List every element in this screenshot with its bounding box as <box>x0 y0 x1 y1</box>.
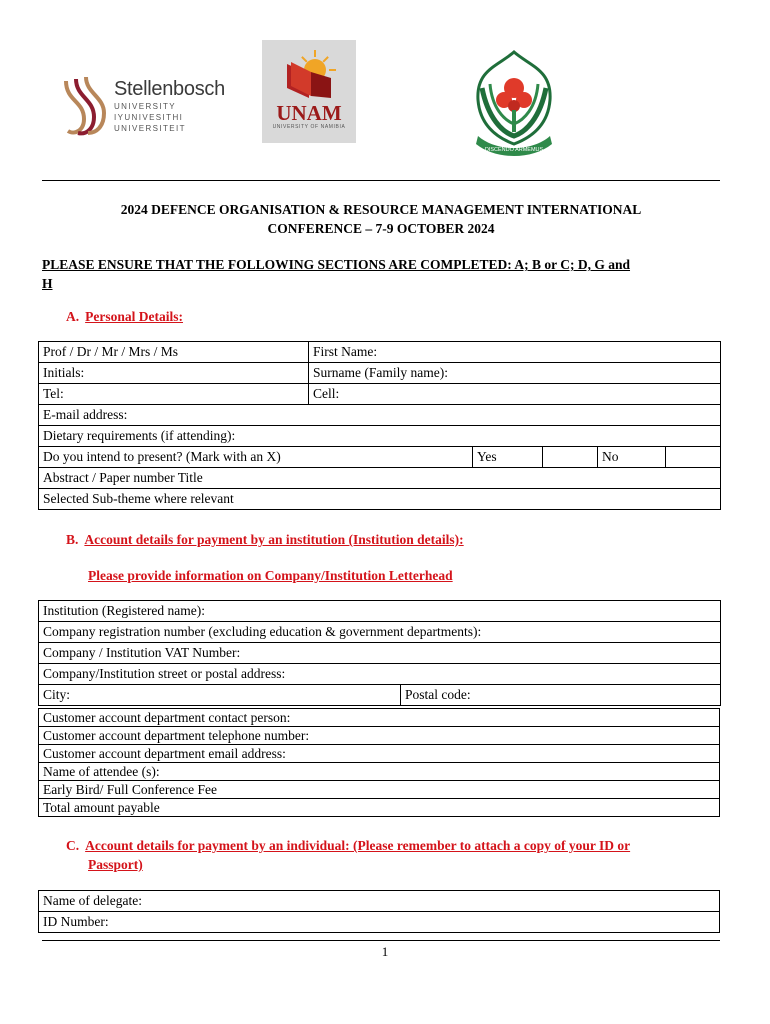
city-field[interactable]: City: <box>39 685 401 706</box>
crest-motto: DISCENDO ARMEMUS <box>484 147 544 153</box>
stellenbosch-line-3: UNIVERSITEIT <box>114 124 186 133</box>
table-row <box>39 745 720 763</box>
tel-field[interactable]: Tel: <box>39 384 309 405</box>
individual-details-table <box>38 890 720 933</box>
section-c-heading <box>66 836 630 874</box>
table-row <box>39 622 721 643</box>
table-row <box>39 799 720 817</box>
crest-emblem-icon <box>468 48 560 160</box>
notice-line-2: H <box>42 276 53 291</box>
stellenbosch-line-1: UNIVERSITY <box>114 102 177 111</box>
initials-field[interactable]: Initials: <box>39 363 309 384</box>
surname-field[interactable]: Surname (Family name): <box>309 363 721 384</box>
personal-details-table <box>38 341 721 510</box>
completion-notice <box>42 255 722 293</box>
institution-details-table <box>38 600 721 706</box>
section-c-title-line-1: Account details for payment by an individual: (Please remember to attach a copy of your ID or <box>85 838 631 853</box>
page-title <box>42 200 720 238</box>
section-b-subheading-text: Please provide information on Company/Institution Letterhead <box>88 568 453 583</box>
stellenbosch-wordmark <box>114 78 225 134</box>
footer-divider <box>42 940 720 941</box>
registration-number-field[interactable]: Company registration number (excluding education & government departments): <box>39 622 721 643</box>
abstract-field[interactable]: Abstract / Paper number Title <box>39 468 721 489</box>
table-row <box>39 781 720 799</box>
stellenbosch-logo <box>60 56 250 156</box>
title-line-2: CONFERENCE – 7-9 OCTOBER 2024 <box>267 221 495 236</box>
unam-subtitle: UNIVERSITY OF NAMIBIA <box>272 124 346 130</box>
table-row <box>39 363 721 384</box>
no-checkbox[interactable] <box>666 447 721 468</box>
account-contact-table <box>38 708 720 817</box>
total-payable-field[interactable]: Total amount payable <box>39 799 720 817</box>
contact-email-field[interactable]: Customer account department email address: <box>39 745 720 763</box>
delegate-name-field[interactable]: Name of delegate: <box>39 891 720 912</box>
section-c-letter: C. <box>66 838 80 853</box>
table-row <box>39 489 721 510</box>
section-b-subheading <box>88 566 453 585</box>
stellenbosch-line-2: IYUNIVESITHI <box>114 113 184 122</box>
section-a-title: Personal Details: <box>85 309 183 324</box>
table-row <box>39 709 720 727</box>
subtheme-field[interactable]: Selected Sub-theme where relevant <box>39 489 721 510</box>
table-row <box>39 426 721 447</box>
present-question-label: Do you intend to present? (Mark with an X) <box>39 447 473 468</box>
logo-bar <box>60 38 660 156</box>
table-row <box>39 405 721 426</box>
table-row <box>39 685 721 706</box>
notice-line-1: PLEASE ENSURE THAT THE FOLLOWING SECTIONS ARE COMPLETED: A; B or C; D, G and <box>42 257 631 272</box>
no-label: No <box>598 447 666 468</box>
vat-number-field[interactable]: Company / Institution VAT Number: <box>39 643 721 664</box>
stellenbosch-name: Stellenbosch <box>114 78 225 100</box>
contact-person-field[interactable]: Customer account department contact person: <box>39 709 720 727</box>
conference-fee-field[interactable]: Early Bird/ Full Conference Fee <box>39 781 720 799</box>
table-row <box>39 643 721 664</box>
cell-field[interactable]: Cell: <box>309 384 721 405</box>
postal-code-field[interactable]: Postal code: <box>401 685 721 706</box>
table-row <box>39 664 721 685</box>
table-row <box>39 384 721 405</box>
title-line-1: 2024 DEFENCE ORGANISATION & RESOURCE MANAGEMENT INTERNATIONAL <box>120 202 642 217</box>
id-number-field[interactable]: ID Number: <box>39 912 720 933</box>
table-row <box>39 763 720 781</box>
page-number: 1 <box>381 944 389 959</box>
table-row <box>39 727 720 745</box>
header-divider <box>42 180 720 181</box>
table-row <box>39 601 721 622</box>
table-row <box>39 447 721 468</box>
unam-name: UNAM <box>276 101 342 125</box>
table-row <box>39 912 720 933</box>
institution-name-field[interactable]: Institution (Registered name): <box>39 601 721 622</box>
table-row <box>39 342 721 363</box>
attendee-names-field[interactable]: Name of attendee (s): <box>39 763 720 781</box>
section-c-title-line-2: Passport) <box>88 857 143 872</box>
address-field[interactable]: Company/Institution street or postal address: <box>39 664 721 685</box>
email-field[interactable]: E-mail address: <box>39 405 721 426</box>
table-row <box>39 468 721 489</box>
yes-label: Yes <box>473 447 543 468</box>
title-options-field[interactable]: Prof / Dr / Mr / Mrs / Ms <box>39 342 309 363</box>
unam-book-sun-icon <box>281 48 337 100</box>
section-b-title: Account details for payment by an institution (Institution details): <box>84 532 464 547</box>
dietary-field[interactable]: Dietary requirements (if attending): <box>39 426 721 447</box>
first-name-field[interactable]: First Name: <box>309 342 721 363</box>
section-a-letter: A. <box>66 309 80 324</box>
section-b-letter: B. <box>66 532 79 547</box>
section-a-heading <box>66 307 183 326</box>
stellenbosch-emblem-icon <box>60 71 108 141</box>
unam-logo <box>262 40 356 143</box>
contact-telephone-field[interactable]: Customer account department telephone number: <box>39 727 720 745</box>
yes-checkbox[interactable] <box>543 447 598 468</box>
section-b-heading <box>66 530 464 549</box>
table-row <box>39 891 720 912</box>
